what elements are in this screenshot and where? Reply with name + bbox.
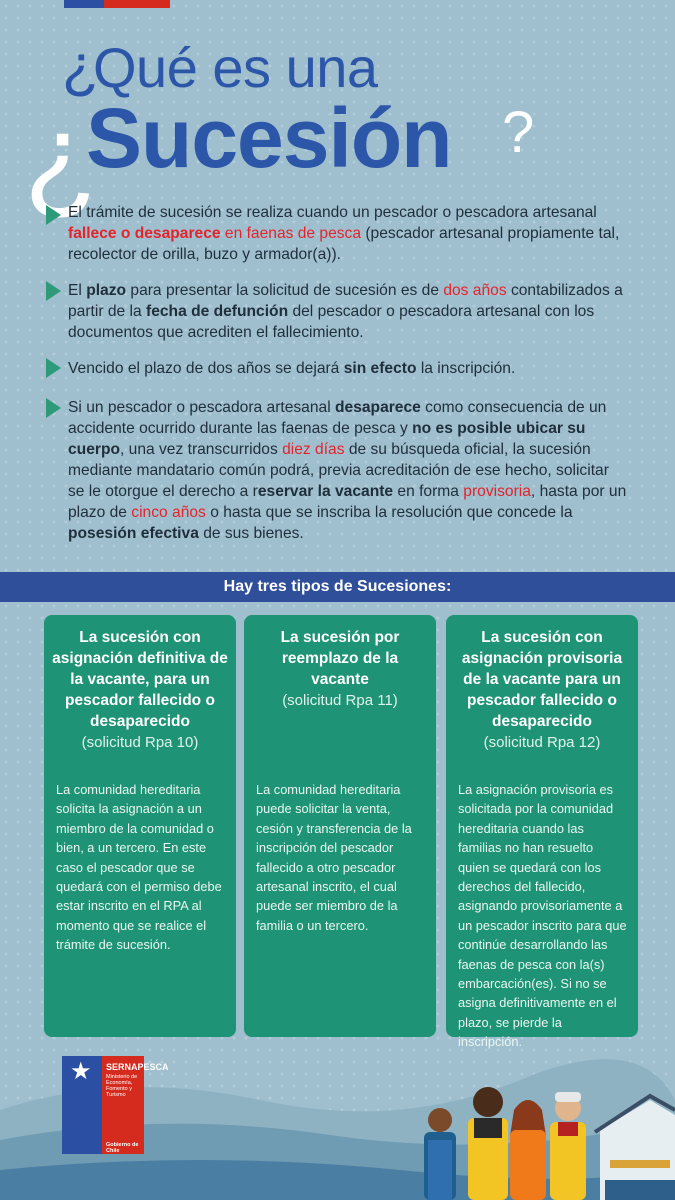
card-subtitle: (solicitud Rpa 12): [483, 734, 601, 751]
text-span: de su búsqueda oficial, la sucesión mediante mandatario común podrá, previa acreditación de ese hecho, solicitar se le otorgue el derecho a r: [68, 441, 609, 500]
card-subtitle: (solicitud Rpa 11): [282, 692, 398, 709]
card-title-text: La sucesión con asignación definitiva de la vacante, para un pescador fallecido o desaparecido: [52, 629, 228, 730]
text-span: o hasta que se inscriba la resolución que concede la: [205, 504, 573, 521]
title-line-1: Qué es una: [93, 36, 378, 99]
logo-ministry: Ministerio de Economía, Fomento y Turismo: [106, 1074, 138, 1098]
fishermen-illustration: [410, 1040, 675, 1200]
highlight-span: diez días: [282, 441, 345, 458]
text-span: la inscripción.: [416, 360, 516, 377]
text-span: El: [68, 282, 87, 299]
text-span: de sus bienes.: [198, 525, 304, 542]
text-span: El trámite de sucesión se realiza cuando un pescador o pescadora artesanal: [68, 204, 597, 221]
bold-span: plazo: [86, 282, 127, 299]
bold-span: posesión efectiva: [68, 525, 199, 542]
text-span: en forma: [393, 483, 464, 500]
card-title-text: La sucesión con asignación provisoria de la vacante para un pescador fallecido o desaparecido: [461, 629, 623, 730]
text-span: contabilizados a partir de la: [68, 282, 623, 320]
text-span: Vencido el plazo de dos años se dejará: [68, 360, 344, 377]
play-arrow-icon: [46, 281, 61, 301]
text-span: para presentar la solicitud de sucesión es de: [126, 282, 444, 299]
bold-span: eservar la vacante: [257, 483, 394, 500]
highlight-span: en faenas de pesca: [220, 225, 362, 242]
flag-blue-strip: [64, 0, 104, 8]
bold-span: no es posible ubicar su cuerpo: [68, 420, 586, 458]
card-body: La comunidad hereditaria solicita la asignación a un miembro de la comunidad o bien, a un tercero. En este caso el pescador que se quedará con el permiso debe estar inscrito en el RPA al momento que se realice el trámite de sucesión.: [56, 782, 222, 953]
paragraph-3: [68, 358, 628, 379]
title-close-question-mark: ?: [502, 100, 535, 165]
paragraph-2: [68, 280, 628, 343]
card-title: [454, 627, 630, 753]
play-arrow-icon: [46, 205, 61, 225]
card-title: [252, 627, 428, 711]
highlight-span: fallece o desaparece: [68, 225, 221, 242]
logo-government: Gobierno de Chile: [106, 1142, 139, 1154]
types-heading: Hay tres tipos de Sucesiones:: [223, 578, 452, 595]
card-title: [52, 627, 228, 753]
flag-red-strip: [104, 0, 170, 8]
text-span: Si un pescador o pescadora artesanal: [68, 399, 335, 416]
text-span: , una vez transcurridos: [120, 441, 283, 458]
card-subtitle: (solicitud Rpa 10): [81, 734, 199, 751]
card-definitive-assignment: [44, 615, 236, 1037]
paragraph-1: [68, 202, 628, 265]
card-body: La comunidad hereditaria puede solicitar la venta, cesión y transferencia de la inscripción del pescador fallecido a otro pescador artesanal inscrito, el cual puede ser miembro de la familia o un tercero.: [256, 782, 412, 933]
card-replacement: [244, 615, 436, 1037]
title-open-question-mark-large: ¿: [24, 89, 98, 223]
play-arrow-icon: [46, 358, 61, 378]
text-span: (pescador artesanal propiamente tal, recolector de orilla, buzo y armador(a)).: [68, 225, 620, 263]
coat-of-arms-icon: ★: [70, 1058, 92, 1085]
text-span: , hasta por un plazo de: [68, 483, 627, 521]
logo-org-name: SERNAPESCA: [106, 1062, 169, 1072]
highlight-span: cinco años: [131, 504, 206, 521]
play-arrow-icon: [46, 398, 61, 418]
sernapesca-logo: [62, 1056, 169, 1154]
title-open-question-mark: ¿: [62, 32, 99, 99]
highlight-span: dos años: [443, 282, 507, 299]
bold-span: fecha de defunción: [146, 303, 289, 320]
card-provisional-assignment: [446, 615, 638, 1050]
text-span: del pescador o pescadora artesanal con los documentos que acrediten el fallecimiento.: [68, 303, 595, 341]
card-body: La asignación provisoria es solicitada por la comunidad hereditaria cuando las familias no han resuelto quien se quedará con los derechos del fallecido, asignando provisoriamente a un pescador inscrito para que continúe desarrollando las faenas de pesca con la(s) embarcación(es). Si no se asigna definitivamente en el plazo, se pierde la inscripción.: [458, 782, 627, 1050]
bold-span: sin efecto: [343, 360, 417, 377]
title-line-2: Sucesión: [86, 91, 452, 185]
highlight-span: provisoria: [463, 483, 531, 500]
card-title-text: La sucesión por reemplazo de la vacante: [280, 629, 400, 688]
paragraph-4: [68, 397, 628, 544]
text-span: como consecuencia de un accidente ocurrido durante las faenas de pesca y: [68, 399, 607, 437]
flag-top-bar: [64, 0, 170, 8]
bold-span: desaparece: [335, 399, 421, 416]
